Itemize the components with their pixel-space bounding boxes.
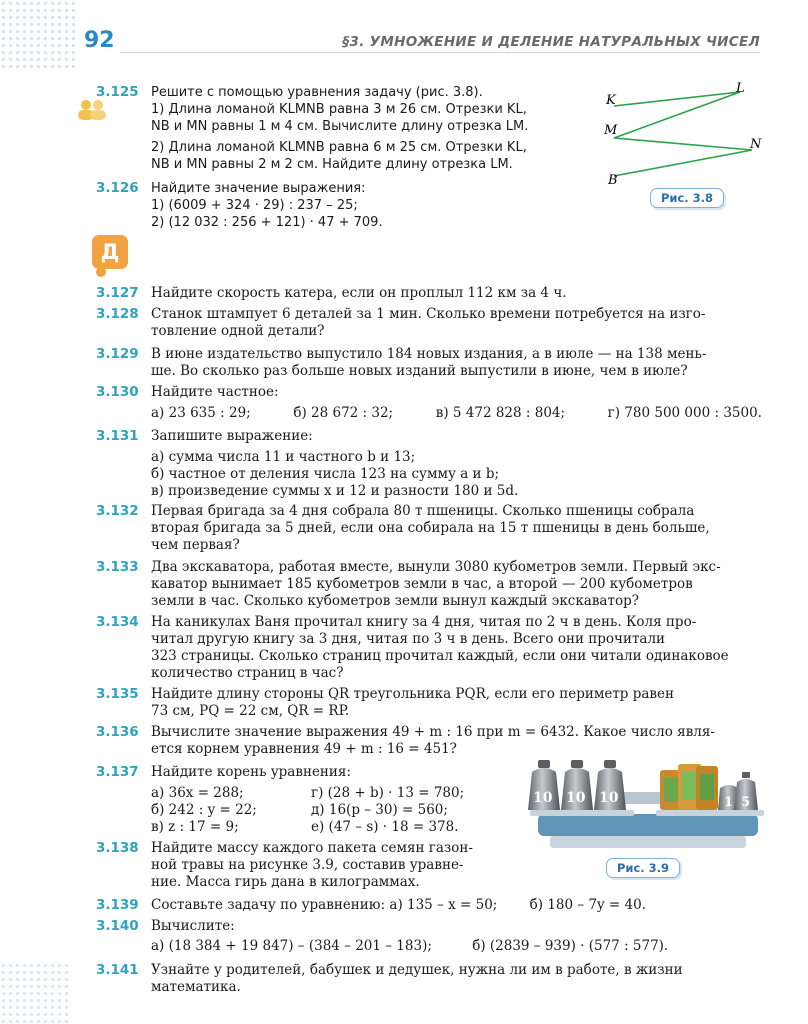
weight-5-kg bbox=[734, 772, 758, 810]
point-label-m: M bbox=[604, 123, 618, 138]
scale-pan-right bbox=[656, 810, 764, 816]
problem-3-139 bbox=[96, 897, 762, 914]
problem-number: 3.126 bbox=[96, 180, 139, 196]
point-label-b: B bbox=[608, 173, 618, 188]
problem-text: Решите с помощью уравнения задачу (рис. 3.8). 1) Длина ломаной KLMNB равна 3 м 26 см. Отрезки KL, NB и MN равны 1 м 4 см. Вычислите длину отрезка LM. 2) Длина ломаной KLMNB равна 6 м 25 см. Отрезки KL, NB и MN равны 2 м 2 см. Найдите длину отрезка LM. bbox=[151, 85, 529, 172]
problem-3-126 bbox=[96, 180, 578, 231]
figure-3-9-label: Рис. 3.9 bbox=[606, 858, 680, 878]
problem-3-140 bbox=[96, 918, 762, 955]
problem-text: Два экскаватора, работая вместе, вынули 3080 кубометров земли. Первый экс- каватор вынимает 185 кубометров земли в час, а второй — 200 кубометров земли в час. Сколько кубометров земли вынул каждый экскаватор? bbox=[151, 559, 721, 609]
problem-3-141 bbox=[96, 962, 762, 996]
problem-text: Найдите значение выражения: 1) (6009 + 324 · 29) : 237 – 25; 2) (12 032 : 256 + 121) · 47 + 709. bbox=[151, 181, 383, 230]
problem-3-130 bbox=[96, 384, 762, 422]
problem-text: Узнайте у родителей, бабушек и дедушек, нужна ли им в работе, в жизни математика. bbox=[151, 962, 683, 995]
svg-text:10: 10 bbox=[533, 790, 553, 806]
problem-text: В июне издательство выпустило 184 новых издания, а в июле — на 138 мень- ше. Во сколько раз больше новых изданий выпустили в июне, чем в июле? bbox=[151, 346, 707, 379]
problem-number: 3.139 bbox=[96, 897, 139, 913]
scale-pan-left bbox=[530, 810, 634, 816]
problem-number: 3.133 bbox=[96, 559, 139, 575]
figure-3-8-polyline bbox=[600, 80, 770, 190]
problem-3-131 bbox=[96, 428, 762, 500]
svg-text:10: 10 bbox=[599, 790, 619, 806]
problem-number: 3.128 bbox=[96, 306, 139, 322]
problem-3-132 bbox=[96, 503, 762, 554]
problem-number: 3.131 bbox=[96, 428, 139, 444]
problem-3-128 bbox=[96, 306, 762, 340]
polyline-klmnb bbox=[614, 92, 752, 176]
scale-base bbox=[538, 814, 758, 836]
corner-dots-decoration bbox=[0, 962, 70, 1024]
page-number: 92 bbox=[84, 28, 115, 53]
problem-text: Найдите частное: а) 23 635 : 29; б) 28 672 : 32; в) 5 472 828 : 804; г) 780 500 000 : 3500. bbox=[151, 384, 762, 421]
problem-number: 3.135 bbox=[96, 686, 139, 702]
svg-text:1: 1 bbox=[724, 795, 734, 810]
problem-number: 3.130 bbox=[96, 384, 139, 400]
problem-3-125 bbox=[96, 84, 578, 173]
problem-3-137 bbox=[96, 764, 508, 836]
problem-number: 3.127 bbox=[96, 285, 139, 301]
problem-3-135 bbox=[96, 686, 762, 720]
problem-text: Найдите скорость катера, если он проплыл 112 км за 4 ч. bbox=[151, 285, 567, 301]
corner-dots-decoration bbox=[0, 0, 78, 70]
problem-number: 3.141 bbox=[96, 962, 139, 978]
weight-10-kg bbox=[594, 760, 626, 810]
problem-number: 3.134 bbox=[96, 614, 139, 630]
problem-number: 3.125 bbox=[96, 84, 139, 100]
problem-number: 3.138 bbox=[96, 840, 139, 856]
point-label-k: K bbox=[606, 93, 616, 108]
figure-3-9-scale bbox=[520, 752, 770, 860]
section-title: §3. УМНОЖЕНИЕ И ДЕЛЕНИЕ НАТУРАЛЬНЫХ ЧИСЕЛ bbox=[342, 34, 760, 50]
problem-text: Первая бригада за 4 дня собрала 80 т пшеницы. Сколько пшеницы собрала вторая бригада за 5 дней, если она собирала на 15 т пшеницы в день больше, чем первая? bbox=[151, 503, 710, 553]
svg-text:10: 10 bbox=[566, 790, 586, 806]
problem-3-127 bbox=[96, 285, 762, 302]
scale-foot bbox=[550, 836, 746, 848]
problem-3-138 bbox=[96, 840, 508, 891]
seed-packet bbox=[696, 766, 718, 810]
problem-text: Найдите корень уравнения: а) 36x = 288; г) (28 + b) · 13 = 780; б) 242 : y = 22; д) 16(p – 30) = 560; в) z : 17 = 9; е) (47 – s) · 18 = 378. bbox=[151, 764, 465, 835]
problem-number: 3.132 bbox=[96, 503, 139, 519]
problem-text: Найдите массу каждого пакета семян газон- ной травы на рисунке 3.9, составив уравне- ние. Масса гирь дана в килограммах. bbox=[151, 840, 473, 890]
problem-text: Станок штампует 6 деталей за 1 мин. Сколько времени потребуется на изго- товление одной детали? bbox=[151, 306, 706, 339]
problem-number: 3.137 bbox=[96, 764, 139, 780]
problem-3-133 bbox=[96, 559, 762, 610]
problem-text: Составьте задачу по уравнению: а) 135 – x = 50; б) 180 – 7y = 40. bbox=[151, 897, 647, 913]
problem-3-129 bbox=[96, 346, 762, 380]
problem-number: 3.140 bbox=[96, 918, 139, 934]
point-label-l: L bbox=[736, 81, 745, 96]
svg-text:5: 5 bbox=[741, 795, 751, 810]
problem-text: Вычислите значение выражения 49 + m : 16 при m = 6432. Какое число явля- ется корнем уравнения 49 + m : 16 = 451? bbox=[151, 724, 715, 757]
header-rule bbox=[120, 52, 760, 53]
homework-d-badge: Д bbox=[92, 235, 128, 269]
problem-text: Запишите выражение: а) сумма числа 11 и частного b и 13; б) частное от деления числа 123 на сумму a и b; в) произведение суммы x и 12 и разности 180 и 5d. bbox=[151, 428, 519, 499]
weight-10-kg bbox=[528, 760, 560, 810]
figure-3-8-label: Рис. 3.8 bbox=[650, 188, 724, 208]
problem-text: Вычислите: а) (18 384 + 19 847) – (384 – 201 – 183); б) (2839 – 939) · (577 : 577). bbox=[151, 918, 669, 954]
weight-10-kg bbox=[561, 760, 593, 810]
problem-text: Найдите длину стороны QR треугольника PQR, если его периметр равен 73 см, PQ = 22 см, QR = RP. bbox=[151, 686, 675, 719]
problem-number: 3.129 bbox=[96, 346, 139, 362]
problem-3-134 bbox=[96, 614, 762, 682]
problem-text: На каникулах Ваня прочитал книгу за 4 дня, читая по 2 ч в день. Коля про- читал другую книгу за 3 дня, читая по 3 ч в день. Всего они прочитали 323 страницы. Сколько страниц прочитал каждый, если они читали одинаковое количество страниц в час? bbox=[151, 614, 729, 681]
point-label-n: N bbox=[750, 137, 762, 152]
problem-number: 3.136 bbox=[96, 724, 139, 740]
